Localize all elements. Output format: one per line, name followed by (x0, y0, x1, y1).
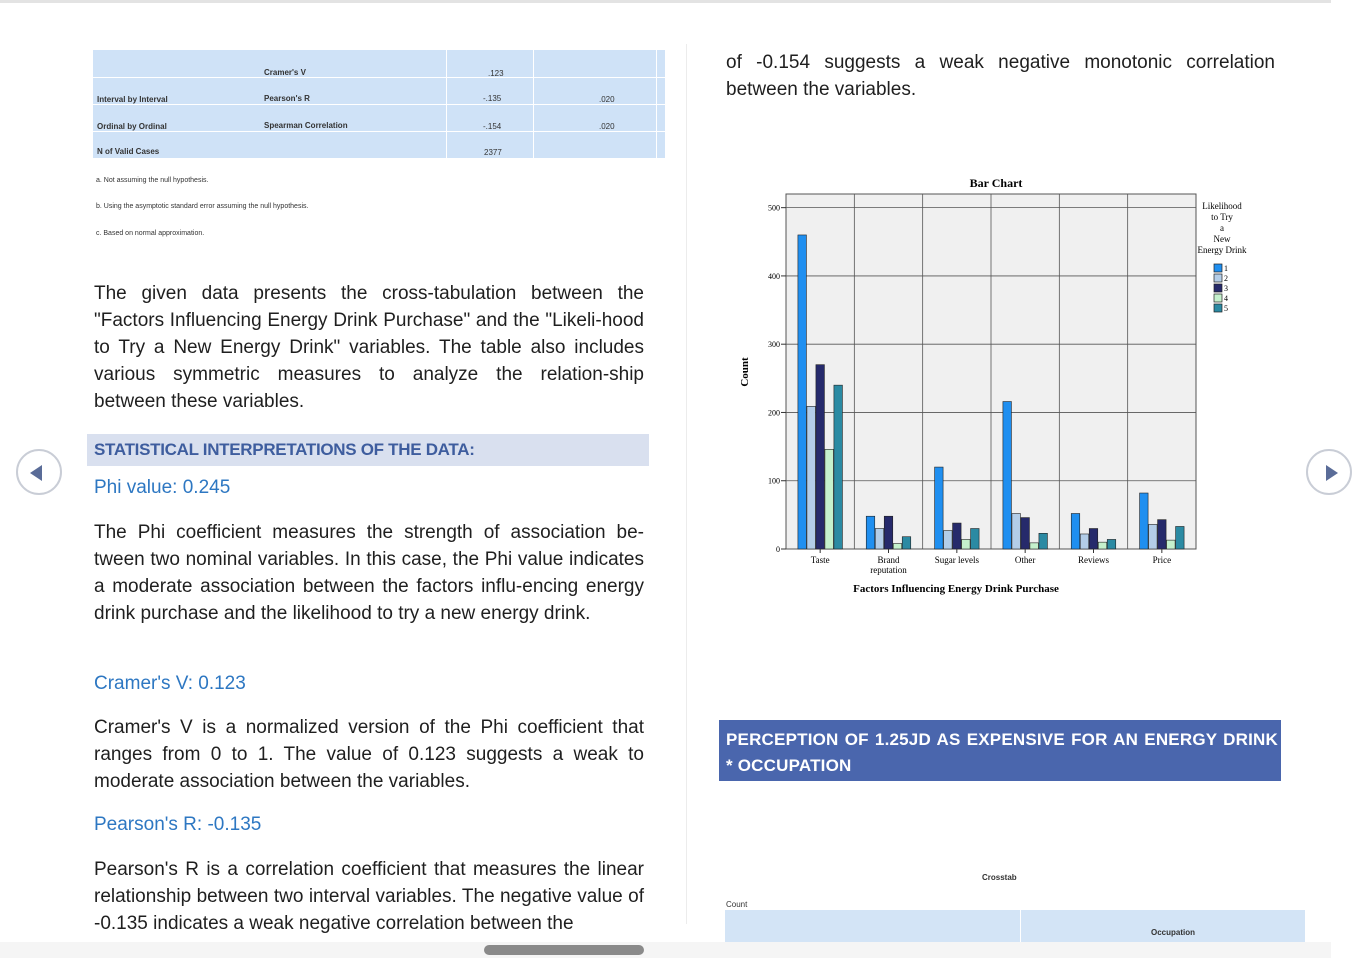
table-cell-sig: .020 (599, 95, 615, 104)
section-banner (719, 720, 1281, 781)
bar (1149, 524, 1158, 549)
bar (962, 539, 971, 549)
legend-title: Energy Drink (1197, 245, 1247, 255)
x-tick-label: reputation (870, 565, 907, 575)
bar (935, 467, 944, 549)
bar (1176, 526, 1185, 549)
chart-legend (1197, 201, 1247, 313)
table-cell-value: -.154 (483, 122, 502, 131)
table-cell-measure: Spearman Correlation (264, 121, 348, 130)
bar-chart (728, 172, 1247, 602)
legend-swatch (1214, 294, 1222, 302)
table-cell-sig: .020 (599, 122, 615, 131)
table-cell-value: -.135 (483, 94, 502, 103)
bar (953, 523, 962, 549)
bar (1107, 539, 1116, 549)
crosstab-title: Crosstab (982, 873, 1017, 882)
table-cell-measure: Pearson's R (264, 94, 310, 103)
bar (1140, 493, 1149, 549)
table-cell-value: .123 (488, 69, 504, 78)
table-cell-group: N of Valid Cases (97, 147, 160, 156)
bar (1098, 542, 1107, 549)
bar (944, 531, 953, 549)
legend-label: 1 (1224, 264, 1228, 273)
intro-paragraph: The given data presents the cross-tabulation between the "Factors Influencing Energy Drink Purchase" and the "Likeli-hood to Try a New Energy Drink" variables. The table also includes various symmetric measures to analyze the relation-ship between these variables. (94, 283, 644, 412)
legend-title: to Try (1211, 212, 1233, 222)
page-divider (686, 44, 687, 924)
bar (884, 516, 893, 549)
y-tick-label: 400 (768, 271, 780, 281)
bar (1089, 529, 1098, 549)
crosstab-occupation-header: Occupation (1151, 928, 1196, 937)
y-tick-label: 200 (768, 408, 780, 418)
legend-title: Likelihood (1202, 201, 1242, 211)
legend-title: New (1213, 234, 1231, 244)
x-tick-label: Brand (877, 555, 900, 565)
x-tick-label: Other (1014, 555, 1036, 565)
section-banner-text: PERCEPTION OF 1.25JD AS EXPENSIVE FOR AN ENERGY DRINK * OCCUPATION (726, 730, 1278, 775)
legend-title: a (1220, 223, 1224, 233)
bar (1039, 533, 1048, 549)
table-footnote: b. Using the asymptotic standard error assuming the null hypothesis. (96, 203, 309, 210)
next-page-button[interactable] (1306, 449, 1352, 495)
crosstab-count-label: Count (726, 900, 748, 909)
y-tick-label: 500 (768, 203, 780, 213)
bar (834, 385, 843, 549)
legend-swatch (1214, 304, 1222, 312)
legend-swatch (1214, 274, 1222, 282)
legend-label: 2 (1224, 274, 1228, 283)
section-heading (87, 434, 649, 466)
bar (893, 544, 902, 549)
phi-paragraph: The Phi coefficient measures the strength of association be-tween two nominal variables. In this case, the Phi value indicates a moderate association between the factors influ-encing energy drink purchase and the likelihood to try a new energy drink. (94, 522, 644, 624)
phi-heading: Phi value: 0.245 (94, 477, 231, 498)
bar (1158, 520, 1167, 549)
table-row-divider (93, 104, 673, 105)
chart-y-axis-label: Count (739, 357, 751, 387)
legend-label: 3 (1224, 284, 1228, 293)
table-footnote: a. Not assuming the null hypothesis. (96, 177, 209, 184)
bar (1167, 540, 1176, 549)
pearson-paragraph: Pearson's R is a correlation coefficient that measures the linear relationship between two interval variables. The negative value of -0.135 indicates a weak negative correlation between the (94, 859, 644, 934)
left-page (86, 44, 686, 944)
table-row-divider (93, 77, 673, 78)
legend-swatch (1214, 284, 1222, 292)
section-heading-text: STATISTICAL INTERPRETATIONS OF THE DATA: (94, 440, 475, 459)
x-tick-label: Price (1152, 555, 1172, 565)
previous-page-button[interactable] (16, 449, 62, 495)
pearson-heading: Pearson's R: -0.135 (94, 814, 262, 835)
bar (902, 537, 911, 549)
chart-title: Bar Chart (969, 176, 1023, 190)
table-cell-measure: Cramer's V (264, 68, 306, 77)
legend-swatch (1214, 264, 1222, 272)
table-cell-value: 2377 (484, 148, 502, 157)
chevron-right-icon (1326, 465, 1338, 481)
bar (1003, 402, 1012, 549)
bar-chart-svg (728, 172, 1247, 602)
table-cell-group: Ordinal by Ordinal (97, 122, 167, 131)
bar (1071, 514, 1080, 550)
x-tick-label: Reviews (1078, 555, 1109, 565)
bar (816, 365, 825, 549)
window-top-border (0, 0, 1331, 3)
bar (971, 529, 980, 549)
continuation-paragraph: of -0.154 suggests a weak negative monotonic correlation between the variables. (726, 52, 1275, 100)
legend-label: 4 (1224, 294, 1228, 303)
bar (875, 529, 884, 549)
bar (807, 406, 816, 549)
table-cell-group: Interval by Interval (97, 95, 168, 104)
cramer-paragraph: Cramer's V is a normalized version of the Phi coefficient that ranges from 0 to 1. The value of 0.123 suggests a weak to moderate association between the variables. (94, 717, 644, 792)
y-tick-label: 300 (768, 340, 780, 350)
cramer-heading: Cramer's V: 0.123 (94, 673, 246, 694)
bar (866, 516, 875, 549)
x-tick-label: Taste (810, 555, 830, 565)
bar (798, 235, 807, 549)
symmetric-measures-table (93, 50, 673, 158)
y-tick-label: 0 (776, 545, 780, 554)
bar (1030, 543, 1039, 549)
chevron-left-icon (30, 465, 42, 481)
x-tick-label: Sugar levels (934, 555, 979, 565)
table-footnote: c. Based on normal approximation. (96, 230, 205, 237)
legend-label: 5 (1224, 304, 1228, 313)
bar (1080, 534, 1089, 549)
horizontal-scrollbar-track[interactable] (0, 942, 1331, 958)
horizontal-scrollbar-thumb[interactable] (484, 945, 644, 955)
right-page (718, 44, 1288, 944)
chart-x-axis-label: Factors Influencing Energy Drink Purchase (853, 583, 1059, 595)
bar (825, 449, 834, 549)
bar (1012, 514, 1021, 550)
bar (1021, 518, 1030, 549)
table-row-divider (93, 131, 673, 132)
y-tick-label: 100 (768, 476, 780, 486)
